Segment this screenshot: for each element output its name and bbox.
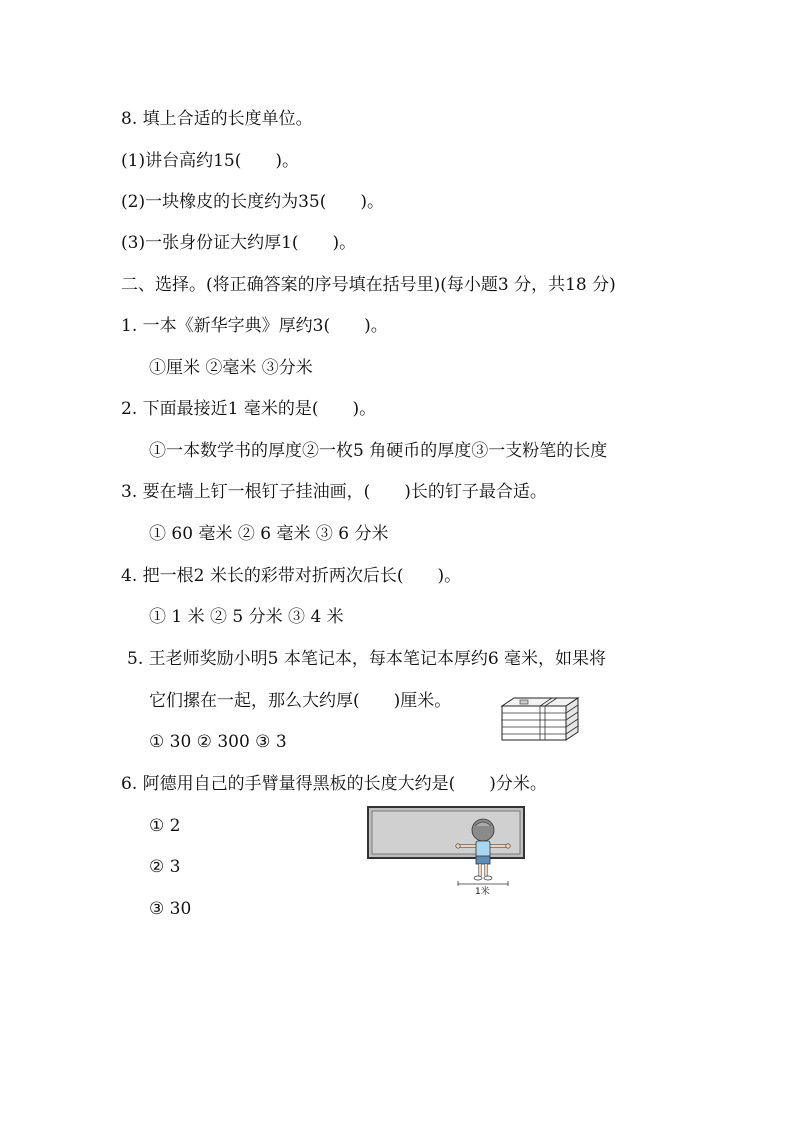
question-5-stem-continued: 它们摞在一起，那么大约厚( )厘米。 [149, 691, 452, 711]
question-1-stem: 1. 一本《新华字典》厚约3( )。 [121, 316, 388, 336]
question-2-stem: 2. 下面最接近1 毫米的是( )。 [121, 399, 377, 419]
question-5-options: ① 30 ② 300 ③ 3 [149, 732, 287, 752]
section-choice-title: 二、选择。(将正确答案的序号填在括号里)(每小题3 分，共18 分) [121, 275, 616, 295]
question-5-stem: 5. 王老师奖励小明5 本笔记本，每本笔记本厚约6 毫米，如果将 [127, 649, 607, 669]
question-3-stem: 3. 要在墙上钉一根钉子挂油画，( )长的钉子最合适。 [121, 482, 547, 502]
question-6-option-1: ① 2 [149, 816, 181, 836]
q8-item-1: (1)讲台高约15( )。 [121, 151, 299, 171]
arm-span-label: 1米 [475, 887, 490, 897]
question-6-option-3: ③ 30 [149, 899, 192, 919]
blackboard-child-icon [367, 806, 527, 900]
question-4-options: ① 1 米 ② 5 分米 ③ 4 米 [149, 607, 344, 627]
notebook-stack-icon [498, 694, 580, 742]
question-1-options: ①厘米 ②毫米 ③分米 [149, 358, 313, 378]
notebook-stack-figure [498, 694, 580, 742]
question-3-options: ① 60 毫米 ② 6 毫米 ③ 6 分米 [149, 524, 389, 544]
question-6-stem: 6. 阿德用自己的手臂量得黑板的长度大约是( )分米。 [121, 774, 547, 794]
question-2-options: ①一本数学书的厚度②一枚5 角硬币的厚度③一支粉笔的长度 [149, 441, 608, 461]
q8-title: 8. 填上合适的长度单位。 [121, 109, 313, 129]
q8-item-3: (3)一张身份证大约厚1( )。 [121, 233, 357, 253]
question-6-option-2: ② 3 [149, 857, 181, 877]
question-4-stem: 4. 把一根2 米长的彩带对折两次后长( )。 [121, 566, 462, 586]
blackboard-figure [367, 806, 527, 900]
q8-item-2: (2)一块橡皮的长度约为35( )。 [121, 192, 384, 212]
